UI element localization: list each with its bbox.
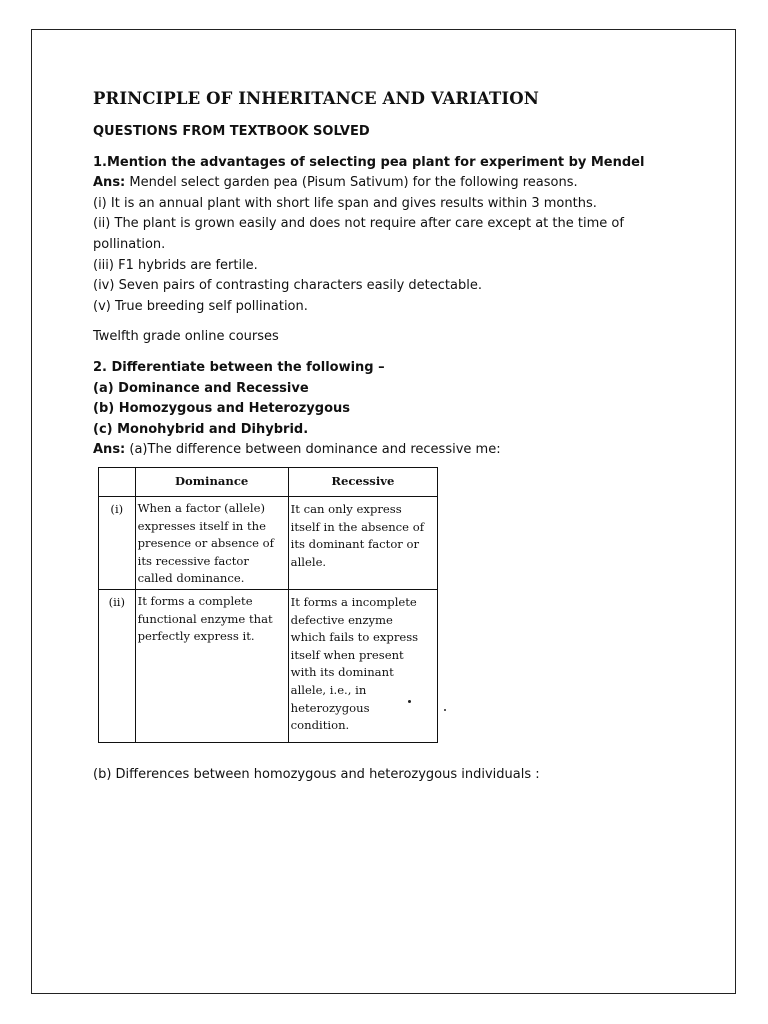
dominance-cell <box>135 590 288 743</box>
answer-label: Ans: <box>93 442 126 458</box>
cell-line: which fails to express <box>290 630 419 645</box>
question-2-part-b: (b) Homozygous and Heterozygous <box>93 401 350 417</box>
table-row <box>99 497 438 590</box>
answer-1-text: Mendel select garden pea (Pisum Sativum) for the following reasons. <box>125 175 578 191</box>
answer-1-point-4: (iv) Seven pairs of contrasting characters easily detectable. <box>93 278 482 294</box>
row-number: (i) <box>99 497 136 590</box>
section-subtitle: QUESTIONS FROM TEXTBOOK SOLVED <box>93 124 370 139</box>
part-b-intro: (b) Differences between homozygous and heterozygous individuals : <box>93 767 540 782</box>
table-header-dominance: Dominance <box>135 468 288 497</box>
promo-line: Twelfth grade online courses <box>93 329 279 345</box>
question-2: 2. Differentiate between the following – <box>93 359 385 375</box>
question-2-part-c: (c) Monohybrid and Dihybrid. <box>93 421 309 437</box>
table-header-num <box>99 468 136 497</box>
table-header-row <box>99 468 438 497</box>
scan-speck <box>408 700 411 703</box>
dominance-cell <box>135 497 288 590</box>
page-title: PRINCIPLE OF INHERITANCE AND VARIATION <box>93 89 539 108</box>
scan-speck <box>444 709 446 711</box>
cell-line: called dominance. <box>137 571 245 586</box>
document-body <box>93 88 653 461</box>
answer-1-point-3: (iii) F1 hybrids are fertile. <box>93 257 258 273</box>
cell-line: its recessive factor <box>137 553 249 568</box>
cell-line: functional enzyme that <box>137 611 273 626</box>
recessive-cell <box>288 497 437 590</box>
cell-line: condition. <box>290 718 350 733</box>
cell-line: expresses itself in the <box>137 518 266 533</box>
cell-line: itself in the absence of <box>290 519 424 534</box>
cell-line: with its dominant <box>290 665 394 680</box>
dominance-recessive-table <box>98 467 438 743</box>
cell-line: allele, i.e., in <box>290 682 367 697</box>
cell-line: its dominant factor or <box>290 537 420 552</box>
cell-line: perfectly express it. <box>137 629 255 644</box>
table-header-recessive: Recessive <box>288 468 437 497</box>
cell-line: heterozygous <box>290 700 370 715</box>
recessive-cell <box>288 590 437 743</box>
table-row <box>99 590 438 743</box>
cell-line: allele. <box>290 554 327 569</box>
question-1: 1.Mention the advantages of selecting pea plant for experiment by Mendel <box>93 154 645 170</box>
row-number: (ii) <box>99 590 136 743</box>
cell-line: It can only express <box>290 502 402 516</box>
cell-line: It forms a complete <box>137 594 253 608</box>
answer-1-intro <box>93 173 653 194</box>
answer-label: Ans: <box>93 175 126 191</box>
answer-1-point-2-cont: pollination. <box>93 236 166 252</box>
cell-line: itself when present <box>290 647 404 662</box>
answer-2-intro <box>93 440 653 461</box>
cell-line: When a factor (allele) <box>137 501 265 515</box>
answer-2-text: (a)The difference between dominance and recessive me: <box>125 442 501 458</box>
answer-1-point-2: (ii) The plant is grown easily and does not require after care except at the time of <box>93 216 624 232</box>
cell-line: defective enzyme <box>290 612 393 627</box>
answer-1-point-1: (i) It is an annual plant with short life span and gives results within 3 months. <box>93 195 597 211</box>
cell-line: presence or absence of <box>137 536 274 551</box>
answer-1-point-5: (v) True breeding self pollination. <box>93 298 308 314</box>
cell-line: It forms a incomplete <box>290 595 417 609</box>
question-2-part-a: (a) Dominance and Recessive <box>93 380 309 396</box>
